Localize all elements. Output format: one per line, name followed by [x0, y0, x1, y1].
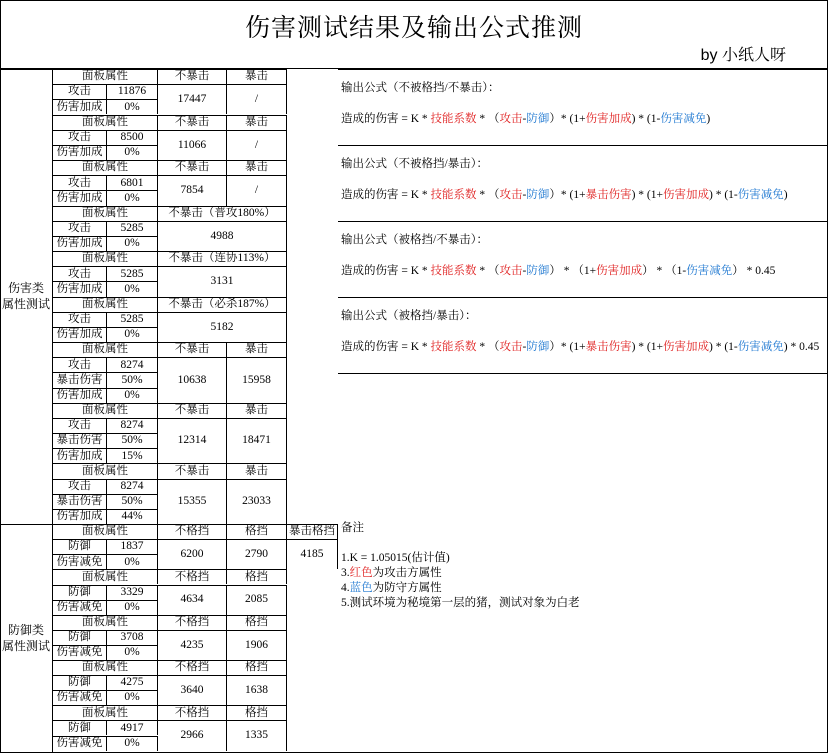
attr-value: 8274 — [107, 479, 158, 494]
header-panel-attrs: 面板属性 — [53, 660, 158, 675]
attr-name: 伤害减免 — [53, 736, 107, 751]
formula-line — [341, 186, 788, 202]
attr-name: 攻击 — [53, 479, 107, 494]
defense-term: 防御 — [526, 341, 550, 353]
attr-name: 攻击 — [53, 266, 107, 281]
header-panel-attrs: 面板属性 — [53, 403, 158, 418]
formula-text: ) * (1- — [709, 189, 738, 201]
formula-heading: 输出公式（被格挡/暴击）： — [341, 310, 477, 322]
formula-text: - — [522, 189, 527, 201]
formula-text: 5.测试环境为秘境第一层的猪，测试对象为白老 — [341, 597, 580, 609]
defense-term: 防御 — [526, 265, 550, 277]
formula-text: ） * （1+ — [549, 265, 597, 277]
attr-value: 0% — [107, 388, 158, 403]
attack-term: 攻击 — [499, 189, 523, 201]
formula-text: 3. — [341, 567, 350, 579]
attr-value: 0% — [107, 281, 158, 296]
header-result: 暴击 — [227, 160, 287, 175]
attack-term: 红色 — [349, 567, 373, 579]
result-value: / — [227, 84, 287, 114]
header-panel-attrs: 面板属性 — [53, 206, 158, 221]
result-value: 3640 — [158, 675, 227, 705]
result-value: 15355 — [158, 479, 227, 525]
result-value: 2966 — [158, 720, 227, 750]
attack-term: 暴击伤害 — [585, 189, 632, 201]
attr-name: 攻击 — [53, 221, 107, 236]
attr-value: 0% — [107, 145, 158, 160]
formula-text: ) * (1+ — [631, 341, 663, 353]
formula-heading: 输出公式（被格挡/不暴击）： — [341, 234, 488, 246]
formula-text: ) * (1+ — [631, 189, 663, 201]
formula-text: * （ — [476, 341, 500, 353]
attr-name: 暴击伤害 — [53, 433, 107, 448]
attr-value: 15% — [107, 448, 158, 463]
header-result: 暴击 — [227, 69, 287, 84]
header-result: 不格挡 — [158, 615, 227, 630]
note-line — [341, 564, 442, 580]
attr-name: 伤害加成 — [53, 388, 107, 403]
header-result: 不暴击（连协113%） — [158, 251, 287, 266]
formula-text: * （ — [476, 189, 500, 201]
result-value: 17447 — [158, 84, 227, 114]
attr-value: 8274 — [107, 357, 158, 372]
attack-term: 攻击 — [499, 341, 523, 353]
formula-heading: 输出公式（不被格挡/暴击）： — [341, 158, 488, 170]
formula-text: 为防守方属性 — [372, 582, 442, 594]
section-label-defense-text: 防御类 属性测试 — [1, 623, 50, 653]
formula-block — [338, 221, 828, 297]
header-result: 不暴击 — [158, 69, 227, 84]
formula-text: - — [522, 265, 527, 277]
attack-term: 技能系数 — [430, 113, 477, 125]
result-value: 4988 — [158, 221, 287, 251]
attr-name: 伤害加成 — [53, 327, 107, 342]
attr-name: 暴击伤害 — [53, 494, 107, 509]
formula-block — [338, 145, 828, 221]
attr-name: 攻击 — [53, 175, 107, 190]
result-value: 10638 — [158, 357, 227, 403]
header-panel-attrs: 面板属性 — [53, 463, 158, 478]
header-result: 不暴击（必杀187%） — [158, 297, 287, 312]
attack-term: 伤害加成 — [663, 341, 709, 353]
attr-value: 0% — [107, 236, 158, 251]
attr-value: 8274 — [107, 418, 158, 433]
result-value: 18471 — [227, 418, 287, 464]
result-value: 1335 — [227, 720, 287, 750]
header-panel-attrs: 面板属性 — [53, 251, 158, 266]
defense-term: 防御 — [526, 189, 550, 201]
attr-value: 3329 — [107, 585, 158, 600]
formula-text: ）* (1+ — [549, 113, 586, 125]
note-line — [341, 579, 442, 595]
header-result: 暴击 — [227, 342, 287, 357]
formula-text: ) — [783, 189, 788, 201]
formula-divider — [338, 373, 828, 374]
header-result: 不格挡 — [158, 660, 227, 675]
header-panel-attrs: 面板属性 — [53, 297, 158, 312]
header-panel-attrs: 面板属性 — [53, 705, 158, 720]
note-line — [341, 594, 580, 610]
header-result: 暴击 — [227, 463, 287, 478]
attr-name: 伤害加成 — [53, 99, 107, 114]
attack-term: 攻击 — [499, 265, 523, 277]
attr-value: 0% — [107, 736, 158, 751]
formula-text: ）* (1+ — [549, 189, 586, 201]
formula-text: 1.K = 1.05015(估计值) — [341, 552, 450, 564]
defense-term: 伤害减免 — [686, 265, 733, 277]
attr-value: 4275 — [107, 675, 158, 690]
header-panel-attrs: 面板属性 — [53, 160, 158, 175]
formula-text: * （ — [476, 113, 500, 125]
attr-name: 攻击 — [53, 84, 107, 99]
attr-value: 3708 — [107, 630, 158, 645]
formula-text: ）* (1+ — [549, 341, 586, 353]
attr-value: 50% — [107, 372, 158, 387]
result-value: 4235 — [158, 630, 227, 660]
header-result: 暴击格挡 — [287, 524, 338, 539]
attr-name: 伤害加成 — [53, 448, 107, 463]
title-bar — [0, 0, 828, 69]
defense-term: 防御 — [526, 113, 550, 125]
page-title: 伤害测试结果及输出公式推测 — [244, 14, 583, 42]
header-result: 格挡 — [227, 705, 287, 720]
formula-text: 造成的伤害 = K * — [341, 189, 431, 201]
formula-text: ) * (1- — [631, 113, 661, 125]
result-value: 1638 — [227, 675, 287, 705]
formula-text: 造成的伤害 = K * — [341, 341, 431, 353]
formula-text: ) * (1- — [709, 341, 738, 353]
attr-name: 伤害加成 — [53, 236, 107, 251]
attr-name: 伤害减免 — [53, 600, 107, 615]
attr-value: 4917 — [107, 720, 158, 735]
header-result: 不暴击 — [158, 463, 227, 478]
result-value: 4185 — [287, 539, 338, 569]
attr-value: 5285 — [107, 266, 158, 281]
attr-name: 伤害加成 — [53, 145, 107, 160]
attack-term: 技能系数 — [430, 189, 477, 201]
attr-value: 11876 — [107, 84, 158, 99]
header-panel-attrs: 面板属性 — [53, 69, 158, 84]
attr-value: 0% — [107, 554, 158, 569]
attr-name: 伤害加成 — [53, 190, 107, 205]
defense-term: 伤害减免 — [660, 113, 707, 125]
attack-term: 技能系数 — [430, 265, 477, 277]
attr-name: 伤害减免 — [53, 645, 107, 660]
result-value: / — [227, 175, 287, 205]
formula-text: 造成的伤害 = K * — [341, 113, 431, 125]
attr-value: 1837 — [107, 539, 158, 554]
formula-text: ） * 0.45 — [732, 265, 776, 277]
attack-term: 伤害加成 — [596, 265, 643, 277]
result-value: 2085 — [227, 585, 287, 615]
formula-text: 为攻击方属性 — [372, 567, 442, 579]
formula-line — [341, 262, 775, 278]
header-result: 暴击 — [227, 403, 287, 418]
section-label-attack-text: 伤害类 属性测试 — [1, 281, 50, 311]
result-value: 23033 — [227, 479, 287, 525]
attr-name: 攻击 — [53, 312, 107, 327]
header-result: 不暴击 — [158, 160, 227, 175]
header-result: 不格挡 — [158, 705, 227, 720]
attr-value: 5285 — [107, 221, 158, 236]
result-value: 5182 — [158, 312, 287, 342]
attr-value: 0% — [107, 99, 158, 114]
attr-value: 6801 — [107, 175, 158, 190]
formula-text: ） * （1- — [642, 265, 687, 277]
attr-value: 50% — [107, 494, 158, 509]
result-value: 11066 — [158, 130, 227, 160]
formula-text: * （ — [476, 265, 500, 277]
formula-line — [341, 110, 710, 126]
section-label-attack — [0, 69, 53, 524]
formula-block — [338, 297, 828, 373]
attr-name: 防御 — [53, 675, 107, 690]
formula-text: ) — [706, 113, 711, 125]
header-result: 不暴击 — [158, 115, 227, 130]
header-result: 暴击 — [227, 115, 287, 130]
notes-heading: 备注 — [341, 522, 364, 534]
attr-name: 伤害减免 — [53, 690, 107, 705]
byline: by 小纸人呀 — [700, 47, 786, 64]
attack-term: 技能系数 — [430, 341, 477, 353]
attr-value: 0% — [107, 645, 158, 660]
attr-value: 44% — [107, 509, 158, 524]
attr-value: 0% — [107, 690, 158, 705]
header-panel-attrs: 面板属性 — [53, 342, 158, 357]
header-panel-attrs: 面板属性 — [53, 615, 158, 630]
header-result: 不格挡 — [158, 569, 227, 584]
header-result: 不暴击 — [158, 403, 227, 418]
attr-name: 攻击 — [53, 357, 107, 372]
formula-block — [338, 69, 828, 145]
header-panel-attrs: 面板属性 — [53, 115, 158, 130]
header-result: 格挡 — [227, 524, 287, 539]
attr-value: 8500 — [107, 130, 158, 145]
attack-term: 攻击 — [499, 113, 523, 125]
attr-value: 50% — [107, 433, 158, 448]
attr-value: 5285 — [107, 312, 158, 327]
attack-term: 伤害加成 — [585, 113, 632, 125]
attr-value: 0% — [107, 600, 158, 615]
attr-name: 攻击 — [53, 130, 107, 145]
result-value: / — [227, 130, 287, 160]
defense-term: 伤害减免 — [737, 189, 784, 201]
header-result: 不格挡 — [158, 524, 227, 539]
attr-name: 暴击伤害 — [53, 372, 107, 387]
header-result: 不暴击（普攻180%） — [158, 206, 287, 221]
result-value: 6200 — [158, 539, 227, 569]
defense-term: 伤害减免 — [737, 341, 784, 353]
defense-term: 蓝色 — [349, 582, 373, 594]
attr-name: 防御 — [53, 585, 107, 600]
result-value: 15958 — [227, 357, 287, 403]
attack-term: 暴击伤害 — [585, 341, 632, 353]
formula-text: 4. — [341, 582, 350, 594]
note-line — [341, 549, 450, 565]
header-result: 格挡 — [227, 615, 287, 630]
header-panel-attrs: 面板属性 — [53, 524, 158, 539]
attack-term: 伤害加成 — [663, 189, 709, 201]
result-value: 1906 — [227, 630, 287, 660]
header-panel-attrs: 面板属性 — [53, 569, 158, 584]
header-result: 格挡 — [227, 660, 287, 675]
result-value: 7854 — [158, 175, 227, 205]
formula-text: - — [522, 113, 527, 125]
formula-line — [341, 338, 819, 354]
result-value: 3131 — [158, 266, 287, 296]
formula-text: - — [522, 341, 527, 353]
header-result: 格挡 — [227, 569, 287, 584]
header-result: 不暴击 — [158, 342, 227, 357]
attr-value: 0% — [107, 190, 158, 205]
attr-name: 防御 — [53, 539, 107, 554]
section-label-defense — [0, 524, 53, 753]
attr-name: 防御 — [53, 720, 107, 735]
attr-name: 伤害加成 — [53, 281, 107, 296]
result-value: 4634 — [158, 585, 227, 615]
formula-heading: 输出公式（不被格挡/不暴击）： — [341, 82, 500, 94]
result-value: 12314 — [158, 418, 227, 464]
formula-text: 造成的伤害 = K * — [341, 265, 431, 277]
formula-text: ) * 0.45 — [783, 341, 820, 353]
attr-name: 攻击 — [53, 418, 107, 433]
attr-name: 伤害加成 — [53, 509, 107, 524]
attr-name: 伤害减免 — [53, 554, 107, 569]
result-value: 2790 — [227, 539, 287, 569]
attr-value: 0% — [107, 327, 158, 342]
attr-name: 防御 — [53, 630, 107, 645]
